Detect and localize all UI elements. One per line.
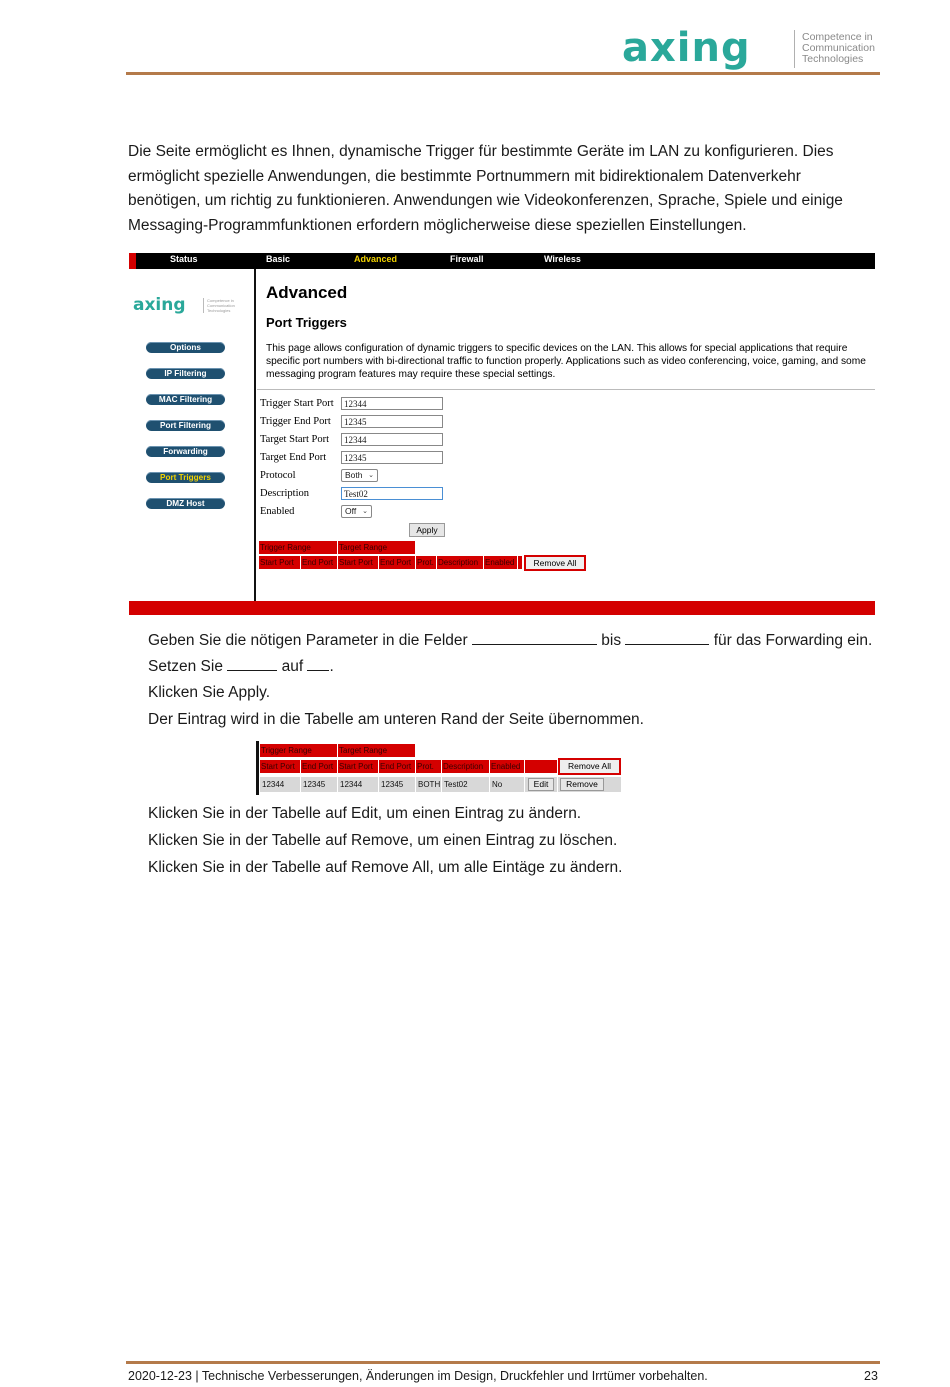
- trigger-start-input[interactable]: 12344: [341, 397, 443, 410]
- instruction-1a: Geben Sie die nötigen Parameter in die Felder: [148, 632, 468, 649]
- table2-col-enabled: Enabled: [490, 760, 524, 773]
- enabled-label: Enabled: [260, 506, 295, 517]
- intro-paragraph: Die Seite ermöglicht es Ihnen, dynamische Trigger für bestimmte Geräte im LAN zu konfigurieren. Dies ermöglicht spezielle Anwendungen, die bestimmte Portnummern mit bidirektionalem Datenverkehr benötigen, um richtig zu funktionieren. Anwendungen wie Videokonferenzen, Sprache, Spiele und einige Messaging-Programmfunktionen erfordern möglicherweise diese speziellen Einstellungen.: [128, 143, 843, 234]
- remove-button[interactable]: Remove: [560, 778, 604, 791]
- table-row-action-cell: [525, 777, 557, 792]
- col-description: Description: [437, 556, 483, 569]
- instruction-line-6: Klicken Sie in der Tabelle auf Remove, um einen Eintrag zu löschen.: [148, 832, 618, 849]
- trigger-start-label: Trigger Start Port: [260, 398, 334, 409]
- protocol-value: Both: [345, 470, 363, 480]
- protocol-label: Protocol: [260, 470, 296, 481]
- table-row-cell: No: [490, 777, 524, 792]
- table-row-cell: Test02: [442, 777, 489, 792]
- table2-col-protocol: Prot.: [416, 760, 441, 773]
- blank-field: [625, 630, 709, 645]
- target-start-label: Target Start Port: [260, 434, 330, 445]
- chevron-down-icon: ⌄: [368, 472, 374, 479]
- target-start-input[interactable]: 12344: [341, 433, 443, 446]
- table2-group-target: Target Range: [338, 744, 415, 757]
- table2-col-trigger-start: Start Port: [260, 760, 300, 773]
- instruction-1c: für das Forwarding ein.: [713, 632, 873, 649]
- table-row-cell: 12345: [379, 777, 415, 792]
- instruction-line-7: Klicken Sie in der Tabelle auf Remove All, um alle Eintäge zu ändern.: [148, 859, 623, 876]
- footer-rule: [126, 1361, 880, 1364]
- sidebar-item-forwarding[interactable]: Forwarding: [146, 446, 225, 457]
- sidebar-item-ip-filtering[interactable]: IP Filtering: [146, 368, 225, 379]
- table-row-cell: BOTH: [416, 777, 441, 792]
- apply-button[interactable]: Apply: [409, 523, 445, 537]
- content-divider: [254, 269, 256, 601]
- router-logo-tagline: Competence in Communication Technologies: [207, 298, 235, 313]
- col-target-start: Start Port: [338, 556, 378, 569]
- nav-advanced[interactable]: Advanced: [354, 254, 398, 264]
- instruction-line-4: Der Eintrag wird in die Tabelle am unteren Rand der Seite übernommen.: [148, 711, 644, 728]
- table2-col-description: Description: [442, 760, 489, 773]
- instruction-line-5: Klicken Sie in der Tabelle auf Edit, um einen Eintrag zu ändern.: [148, 805, 582, 822]
- router-description: This page allows configuration of dynamic triggers to specific devices on the LAN. This allows for special applications that require specific port numbers with bi-directional traffic to function properly. Applications such as video conferencing, voice, gaming, and some messaging program features may require these special settings.: [266, 343, 866, 380]
- router-section-title: Port Triggers: [266, 315, 347, 330]
- nav-accent: [129, 253, 136, 269]
- nav-firewall[interactable]: Firewall: [450, 254, 484, 264]
- instruction-1b: bis: [601, 632, 622, 649]
- description-label: Description: [260, 488, 309, 499]
- edit-button[interactable]: Edit: [528, 778, 554, 791]
- instruction-2a: Setzen Sie: [148, 658, 223, 675]
- nav-basic[interactable]: Basic: [266, 254, 291, 264]
- router-logo: [133, 295, 241, 317]
- blank-field: [227, 656, 277, 671]
- table-row-cell: 12345: [301, 777, 337, 792]
- chevron-down-icon: ⌄: [362, 508, 368, 515]
- col-trigger-end: End Port: [301, 556, 337, 569]
- description-input[interactable]: Test02: [341, 487, 443, 500]
- table-left-bar: [256, 741, 259, 795]
- instruction-line-1: [148, 630, 872, 651]
- router-footer-bar: [129, 601, 875, 615]
- col-protocol: Prot.: [416, 556, 436, 569]
- table-row-action-cell: [558, 777, 621, 792]
- col-trigger-start: Start Port: [259, 556, 300, 569]
- col-target-end: End Port: [379, 556, 415, 569]
- trigger-end-input[interactable]: 12345: [341, 415, 443, 428]
- footer-text: 2020-12-23 | Technische Verbesserungen, Änderungen im Design, Druckfehler und Irrtümer vorbehalten.: [128, 1369, 708, 1383]
- sidebar-item-mac-filtering[interactable]: MAC Filtering: [146, 394, 225, 405]
- table2-remove-all-button[interactable]: Remove All: [558, 758, 621, 775]
- table-row-cell: 12344: [338, 777, 378, 792]
- logo-wordmark: axing: [622, 25, 751, 71]
- router-nav-bar: [129, 253, 875, 269]
- table-spacer: [518, 556, 522, 569]
- enabled-select[interactable]: [341, 505, 372, 518]
- enabled-value: Off: [345, 506, 357, 516]
- page-number: 23: [864, 1369, 878, 1383]
- sidebar-item-options[interactable]: Options: [146, 342, 225, 353]
- blank-field: [472, 630, 597, 645]
- router-page-title: Advanced: [266, 283, 348, 302]
- logo-tagline: Competence in Communication Technologies: [802, 31, 875, 65]
- table2-col-target-end: End Port: [379, 760, 415, 773]
- target-end-input[interactable]: 12345: [341, 451, 443, 464]
- sidebar-item-port-triggers[interactable]: Port Triggers: [146, 472, 225, 483]
- sidebar-item-port-filtering[interactable]: Port Filtering: [146, 420, 225, 431]
- router-logo-wordmark: axing: [133, 295, 186, 315]
- table-group-trigger: Trigger Range: [259, 541, 337, 554]
- logo-separator: [794, 30, 795, 68]
- remove-all-button[interactable]: Remove All: [524, 555, 586, 571]
- instruction-2c: .: [329, 658, 334, 675]
- table2-col-trigger-end: End Port: [301, 760, 337, 773]
- header-rule: [126, 72, 880, 75]
- instruction-line-2: [148, 656, 334, 677]
- table2-col-target-start: Start Port: [338, 760, 378, 773]
- axing-logo: [622, 26, 882, 74]
- protocol-select[interactable]: [341, 469, 378, 482]
- table2-group-trigger: Trigger Range: [260, 744, 337, 757]
- nav-wireless[interactable]: Wireless: [544, 254, 581, 264]
- router-rule: [257, 389, 875, 390]
- instruction-2b: auf: [281, 658, 304, 675]
- table-group-target: Target Range: [338, 541, 415, 554]
- sidebar-item-dmz-host[interactable]: DMZ Host: [146, 498, 225, 509]
- nav-status[interactable]: Status: [170, 254, 198, 264]
- col-enabled: Enabled: [484, 556, 517, 569]
- router-logo-separator: [203, 298, 204, 313]
- table2-col-spacer: [525, 760, 557, 773]
- trigger-end-label: Trigger End Port: [260, 416, 331, 427]
- router-screenshot: [129, 253, 875, 615]
- result-table-screenshot: [256, 741, 622, 795]
- table-row-cell: 12344: [260, 777, 300, 792]
- target-end-label: Target End Port: [260, 452, 327, 463]
- blank-field: [307, 656, 329, 671]
- instruction-line-3: Klicken Sie Apply.: [148, 684, 271, 701]
